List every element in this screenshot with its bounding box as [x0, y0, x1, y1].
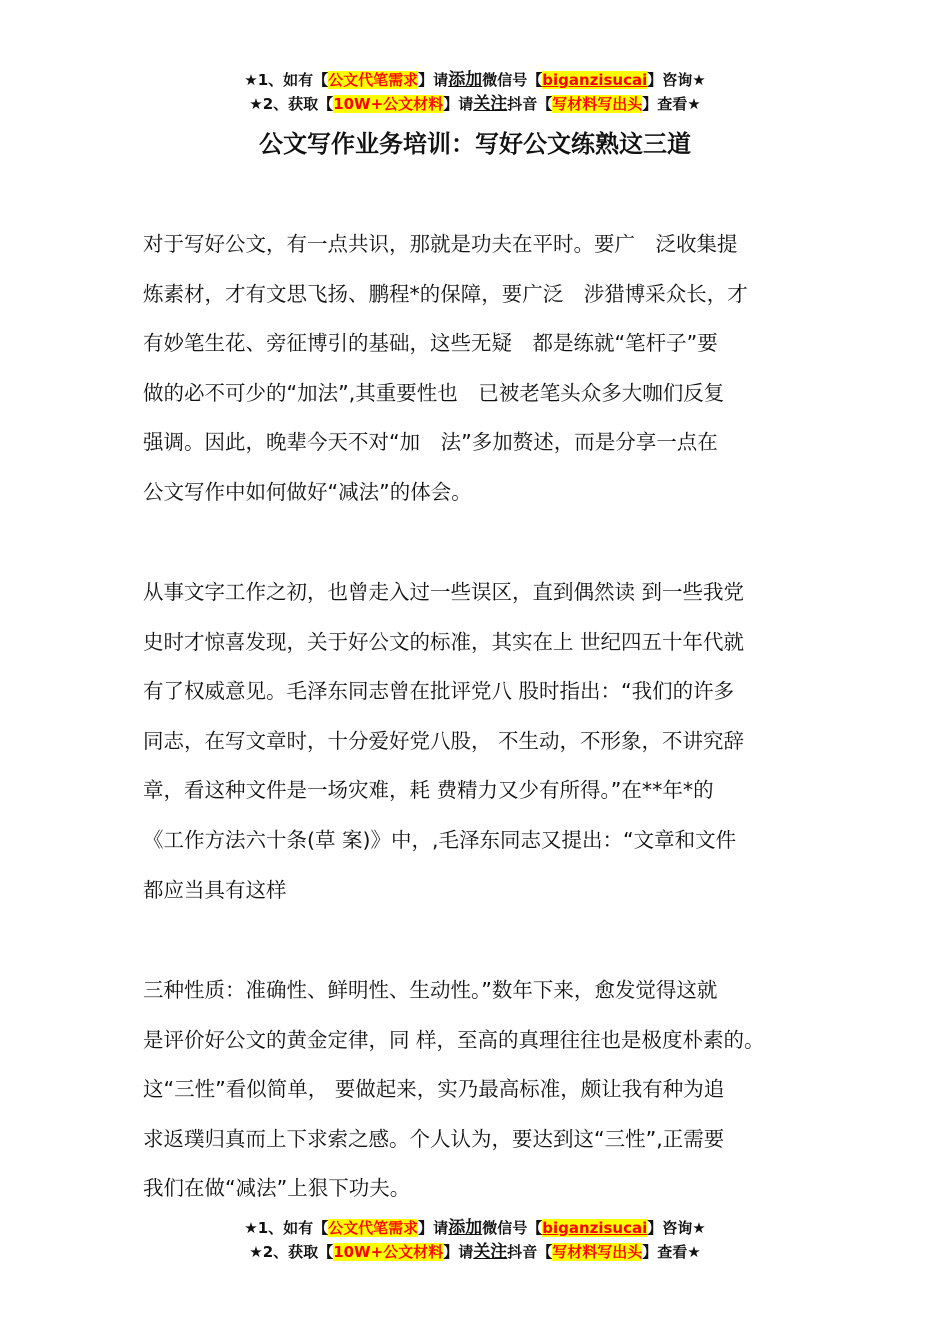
- wechat-id-link[interactable]: biganzisucai: [542, 1219, 648, 1237]
- banner-text: 抖音【: [507, 95, 553, 113]
- highlight-materials: 10W+公文材料: [333, 1243, 444, 1261]
- text-line: 强调。因此，晚辈今天不对“加 法”多加赘述，而是分享一点在: [143, 430, 718, 455]
- paragraph-3: [143, 966, 823, 1214]
- banner-text: 】请: [418, 1219, 449, 1237]
- banner-text: 微信号【: [482, 71, 543, 89]
- banner-text: 】请: [418, 71, 449, 89]
- banner-text: 】咨询★: [647, 71, 706, 89]
- text-line: 我们在做“减法”上狠下功夫。: [143, 1176, 411, 1201]
- emphasis-add: 添加: [448, 70, 483, 90]
- top-banner: [0, 68, 950, 116]
- banner-line-1: [0, 1216, 950, 1240]
- banner-text: 抖音【: [507, 1243, 553, 1261]
- highlight-materials: 10W+公文材料: [333, 95, 444, 113]
- highlight-service: 公文代笔需求: [328, 1219, 419, 1237]
- banner-text: ★1、如有【: [244, 71, 329, 89]
- banner-text: 】查看★: [642, 95, 701, 113]
- paragraph-2: [143, 568, 823, 915]
- text-line: 对于写好公文，有一点共识，那就是功夫在平时。要广 泛收集提: [143, 232, 738, 256]
- banner-line-1: [0, 68, 950, 92]
- bottom-banner: [0, 1216, 950, 1264]
- banner-text: 】请: [443, 95, 474, 113]
- text-line: 求返璞归真而上下求索之感。个人认为，要达到这“三性”,正需要: [143, 1126, 725, 1151]
- banner-text: 微信号【: [482, 1219, 543, 1237]
- banner-text: 】请: [443, 1243, 474, 1261]
- text-line: 有妙笔生花、旁征博引的基础，这些无疑 都是练就“笔杆子”要: [143, 331, 718, 356]
- text-line: 都应当具有这样: [143, 877, 287, 902]
- highlight-service: 公文代笔需求: [328, 71, 419, 89]
- emphasis-follow: 关注: [473, 94, 508, 114]
- banner-line-2: [0, 1240, 950, 1264]
- text-line: 章，看这种文件是一场灾难，耗 费精力又少有所得。”在**年*的: [143, 778, 714, 803]
- wechat-id-link[interactable]: biganzisucai: [542, 71, 648, 89]
- banner-text: 】查看★: [642, 1243, 701, 1261]
- text-line: 有了权威意见。毛泽东同志曾在批评党八 股时指出：“我们的许多: [143, 679, 735, 704]
- banner-text: 】咨询★: [647, 1219, 706, 1237]
- text-line: 《工作方法六十条(草 案)》中，,毛泽东同志又提出：“文章和文件: [143, 827, 737, 852]
- document-title: 公文写作业务培训：写好公文练熟这三道: [259, 130, 691, 158]
- highlight-douyin-account: 写材料写出头: [552, 1243, 643, 1261]
- text-line: 三种性质：准确性、鲜明性、生动性。”数年下来，愈发觉得这就: [143, 978, 718, 1002]
- text-line: 做的必不可少的“加法”,其重要性也 已被老笔头众多大咖们反复: [143, 380, 725, 405]
- text-line: 公文写作中如何做好“减法”的体会。: [143, 479, 472, 504]
- banner-line-2: [0, 92, 950, 116]
- paragraph-1: [143, 220, 823, 518]
- highlight-douyin-account: 写材料写出头: [552, 95, 643, 113]
- text-line: 同志，在写文章时，十分爱好党八股， 不生动，不形象，不讲究辞: [143, 728, 745, 753]
- banner-text: ★1、如有【: [244, 1219, 329, 1237]
- emphasis-follow: 关注: [473, 1242, 508, 1262]
- text-line: 史时才惊喜发现，关于好公文的标准，其实在上 世纪四五十年代就: [143, 629, 745, 654]
- banner-text: ★2、获取【: [249, 1243, 334, 1261]
- banner-text: ★2、获取【: [249, 95, 334, 113]
- text-line: 是评价好公文的黄金定律，同 样，至高的真理往往也是极度朴素的。: [143, 1027, 765, 1052]
- text-line: 从事文字工作之初，也曾走入过一些误区，直到偶然读 到一些我党: [143, 580, 745, 604]
- emphasis-add: 添加: [448, 1218, 483, 1238]
- text-line: 这“三性”看似简单， 要做起来，实乃最高标准，颇让我有种为追: [143, 1077, 725, 1102]
- text-line: 炼素材，才有文思飞扬、鹏程*的保障，要广泛 涉猎博采众长，才: [143, 281, 748, 306]
